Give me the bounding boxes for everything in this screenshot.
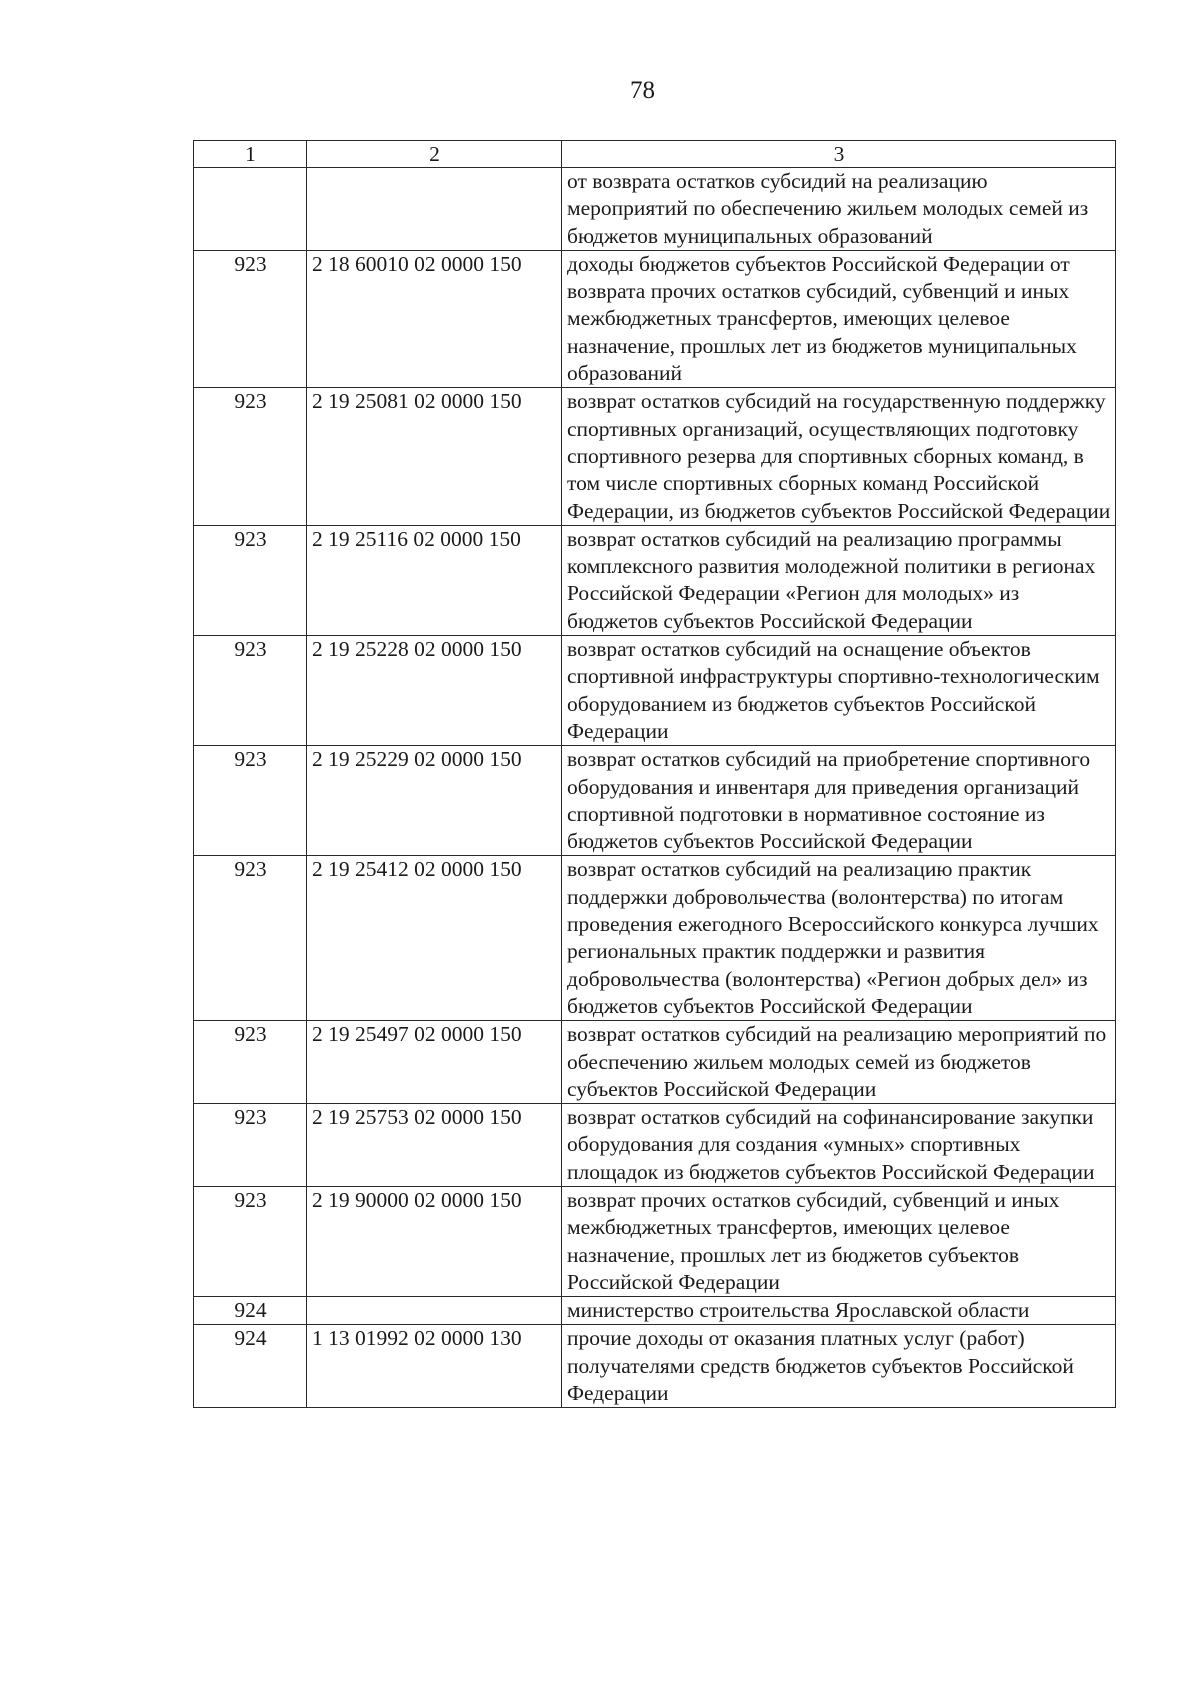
page-number: 78	[630, 77, 655, 104]
admin-code-cell: 923	[194, 746, 307, 856]
admin-code-cell: 923	[194, 636, 307, 746]
column-header-3: 3	[562, 141, 1116, 168]
revenue-name-cell: возврат остатков субсидий на реализацию мероприятий по обеспечению жильем молодых семей из бюджетов субъектов Российской Федерации	[562, 1021, 1116, 1104]
budget-code-cell: 2 19 25116 02 0000 150	[307, 525, 562, 635]
revenue-name-cell: прочие доходы от оказания платных услуг (работ) получателями средств бюджетов субъектов Российской Федерации	[562, 1325, 1116, 1408]
revenue-name-cell: возврат остатков субсидий на софинансирование закупки оборудования для создания «умных» спортивных площадок из бюджетов субъектов Российской Федерации	[562, 1104, 1116, 1187]
revenue-name-cell: доходы бюджетов субъектов Российской Федерации от возврата прочих остатков субсидий, субвенций и иных межбюджетных трансфертов, имеющих целевое назначение, прошлых лет из бюджетов муниципальных образований	[562, 250, 1116, 387]
budget-code-cell	[307, 1297, 562, 1325]
admin-code-cell: 923	[194, 250, 307, 387]
table-row	[194, 525, 1116, 635]
revenue-name-cell: от возврата остатков субсидий на реализацию мероприятий по обеспечению жильем молодых семей из бюджетов муниципальных образований	[562, 168, 1116, 251]
table-row	[194, 636, 1116, 746]
revenue-name-cell: возврат остатков субсидий на государственную поддержку спортивных организаций, осуществляющих подготовку спортивного резерва для спортивных сборных команд, в том числе спортивных сборных команд Российской Федерации, из бюджетов субъектов Российской Федерации	[562, 388, 1116, 525]
table-row	[194, 1325, 1116, 1408]
revenue-name-cell: возврат остатков субсидий на приобретение спортивного оборудования и инвентаря для приведения организаций спортивной подготовки в нормативное состояние из бюджетов субъектов Российской Федерации	[562, 746, 1116, 856]
revenue-name-cell: министерство строительства Ярославской области	[562, 1297, 1116, 1325]
column-header-2: 2	[307, 141, 562, 168]
budget-code-cell: 2 19 25228 02 0000 150	[307, 636, 562, 746]
budget-code-cell: 2 19 25497 02 0000 150	[307, 1021, 562, 1104]
budget-code-cell	[307, 168, 562, 251]
admin-code-cell: 923	[194, 1021, 307, 1104]
admin-code-cell: 924	[194, 1325, 307, 1408]
table-row	[194, 1104, 1116, 1187]
table-row	[194, 1297, 1116, 1325]
budget-code-cell: 2 19 25412 02 0000 150	[307, 856, 562, 1021]
revenue-name-cell: возврат прочих остатков субсидий, субвенций и иных межбюджетных трансфертов, имеющих целевое назначение, прошлых лет из бюджетов субъектов Российской Федерации	[562, 1186, 1116, 1296]
budget-code-cell: 2 19 25081 02 0000 150	[307, 388, 562, 525]
admin-code-cell: 923	[194, 856, 307, 1021]
budget-code-cell: 2 18 60010 02 0000 150	[307, 250, 562, 387]
admin-code-cell: 923	[194, 388, 307, 525]
table-row	[194, 250, 1116, 387]
admin-code-cell: 923	[194, 1104, 307, 1187]
revenue-name-cell: возврат остатков субсидий на реализацию практик поддержки добровольчества (волонтерства) по итогам проведения ежегодного Всероссийского конкурса лучших региональных практик поддержки и развития добровольчества (волонтерства) «Регион добрых дел» из бюджетов субъектов Российской Федерации	[562, 856, 1116, 1021]
budget-code-cell: 1 13 01992 02 0000 130	[307, 1325, 562, 1408]
table-row	[194, 168, 1116, 251]
revenue-name-cell: возврат остатков субсидий на оснащение объектов спортивной инфраструктуры спортивно-технологическим оборудованием из бюджетов субъектов Российской Федерации	[562, 636, 1116, 746]
table-row	[194, 856, 1116, 1021]
revenue-name-cell: возврат остатков субсидий на реализацию программы комплексного развития молодежной политики в регионах Российской Федерации «Регион для молодых» из бюджетов субъектов Российской Федерации	[562, 525, 1116, 635]
budget-code-cell: 2 19 25753 02 0000 150	[307, 1104, 562, 1187]
admin-code-cell: 923	[194, 525, 307, 635]
budget-code-cell: 2 19 90000 02 0000 150	[307, 1186, 562, 1296]
table-row	[194, 1021, 1116, 1104]
table-row	[194, 388, 1116, 525]
admin-code-cell: 923	[194, 1186, 307, 1296]
table-row	[194, 1186, 1116, 1296]
admin-code-cell	[194, 168, 307, 251]
revenue-codes-table	[193, 140, 1116, 1408]
admin-code-cell: 924	[194, 1297, 307, 1325]
column-header-1: 1	[194, 141, 307, 168]
budget-code-cell: 2 19 25229 02 0000 150	[307, 746, 562, 856]
table-row	[194, 746, 1116, 856]
table-header-row	[194, 141, 1116, 168]
